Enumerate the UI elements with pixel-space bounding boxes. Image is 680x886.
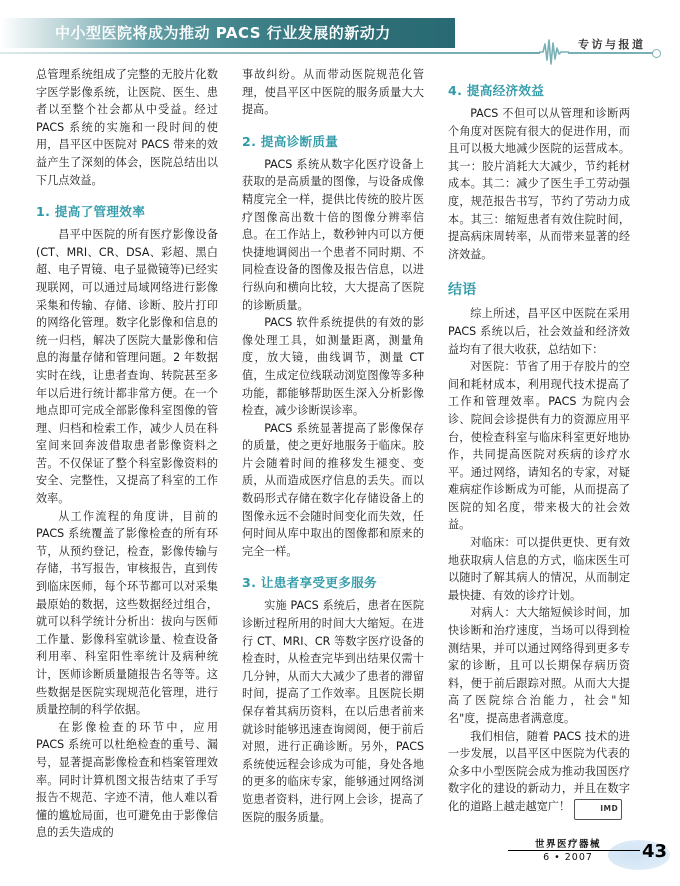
body-paragraph — [242, 156, 424, 314]
section-heading: 2. 提高诊断质量 — [242, 133, 339, 149]
article-column-1 — [36, 66, 218, 840]
paragraph-text: 从工作流程的角度讲，目前的 PACS 系统覆盖了影像检查的所有环节，从预约登记，检查，影像传输与存储，书写报告，审核报告，直到传到临床医师，每个环节都可以对采集最原始的数据，这些数据经过组合，就可以科学统计分析出：拔向与医师工作量、影像科室就诊量、检查设备利用率、科室阳性率统计及病种统计，医师诊断质量随报告名等等。这些数据是医院实现规范化管理，进行质量控制的科学依据。 — [36, 509, 218, 717]
body-paragraph — [448, 358, 630, 534]
section-heading: 1. 提高了管理效率 — [36, 204, 146, 220]
body-paragraph — [448, 728, 630, 820]
paragraph-text: 对临床：可以提供更快、更有效地获取病人信息的方式，临床医生可以随时了解其病人的情况，从而制定最快捷、有效的诊疗计划。 — [448, 536, 630, 602]
body-paragraph — [242, 66, 424, 119]
header-eyebrow: 专访与报道 — [578, 38, 646, 51]
page-header — [0, 18, 680, 51]
body-paragraph — [36, 226, 218, 508]
paragraph-text: 对病人：大大缩短候诊时间，加快诊断和治疗速度，当场可以得到检测结果，并可以通过网络得到更多专家的诊断，且可以长期保存病历资料，便于前后跟踪对照。从而大大提高了医院综合治能力，社会"知名"度，提高患者满意度。 — [448, 606, 630, 725]
paragraph-text: 综上所述，昌平区中医院在采用 PACS 系统以后，社会效益和经济效益均有了很大收获，总结如下： — [448, 307, 630, 356]
paragraph-text: 事故纠纷。从而带动医院规范化管理，使昌平区中医院的服务质量大大提高。 — [242, 68, 424, 117]
paragraph-text: PACS 软件系统提供的有效的影像处理工具，如测量距离，测量角度，放大镜，曲线调节，测量 CT 值，生成定位线联动浏览图像等多种功能，都能够帮助医生深入分析影像检查，减少诊断误诊率。 — [242, 316, 424, 418]
section-heading: 结语 — [448, 282, 477, 299]
body-paragraph — [242, 420, 424, 561]
paragraph-text: PACS 系统显著提高了影像保存的质量，使之更好地服务于临床。胶片会随着时间的推移发生褪变、变质，从而造成医疗信息的丢失。而以数码形式存储在数字化存储设备上的图像永远不会随时间变化而失效，任何时间从库中取出的图像都和原来的完全一样。 — [242, 421, 424, 558]
paragraph-text: 总管理系统组成了完整的无胶片化数字医学影像系统，让医院、医生、患者以至整个社会都从中受益。经过 PACS 系统的实施和一段时间的使用，昌平区中医院对 PACS 带来的效益产生了深刻的体会，医院总结出以下几点效益。 — [36, 68, 218, 187]
body-paragraph — [448, 305, 630, 358]
body-paragraph — [36, 719, 218, 842]
body-paragraph — [448, 534, 630, 604]
paragraph-text: 实施 PACS 系统后，患者在医院诊断过程所用的时间大大缩短。在进行 CT、MRI、CR 等数字医疗设备的检查时，从检查完毕到出结果仅需十几分钟，从而大大减少了患者的滞留时间，提高了工作效率。且医院长期保存着其病历资料，在以后患者前来就诊时能够迅速查询阅阅，便于前后对照，进行正确诊断。另外，PACS 系统使远程会诊成为可能，身处各地的更多的临床专家，能够通过网络浏览患者资料，进行网上会诊，提高了医院的服务质量。 — [242, 599, 424, 824]
paragraph-text: 昌平中医院的所有医疗影像设备 (CT、MRI、CR、DSA、彩超、黑白超、电子胃镜、电子显微镜等)已经实现联网，可以通过局域网络进行影像采集和传输、存储、诊断、胶片打印的网络化管理。数字化影像和信息的统一归档，解决了医院大量影像和信息的海量存储和管理问题。2 年数据实时在线，让患者查询、转院甚至多年以后进行统计都非常方便。在一个地点即可完成全部影像科室图像的管理、归档和检索工作，减少人员在科室间来回奔波借取患者影像资料之苦。不仅保证了整个科室影像资料的安全、完整性，又提高了科室的工作效率。 — [36, 228, 218, 506]
issue-date: 6 • 2007 — [543, 852, 593, 863]
paragraph-text: PACS 系统从数字化医疗设备上获取的是高质量的图像，与设备成像精度完全一样，提供比传统的胶片医疗图像高出数十倍的图像分辨率信息。在工作站上，数秒钟内可以方便快捷地调阅出一个患者不同时期、不同检查设备的图像及报告信息，以进行纵向和横向比较，大大提高了医院的诊断质量。 — [242, 157, 424, 312]
body-paragraph — [448, 105, 630, 263]
page-footer — [0, 836, 680, 886]
paragraph-text: PACS 不但可以从管理和诊断两个角度对医院有很大的促进作用，而且可以极大地减少医院的运营成本。其一：胶片消耗大大减少，节约耗材成本。其二：减少了医生手工劳动强度，规范报告书写，节约了劳动力成本。其三：缩短患者有效住院时间，提高病床周转率，从而带来显著的经济效益。 — [448, 107, 630, 261]
body-paragraph — [36, 66, 218, 189]
body-paragraph — [242, 314, 424, 420]
body-paragraph — [448, 604, 630, 727]
imd-logo-badge: IMD — [574, 799, 622, 820]
article-column-2 — [242, 66, 424, 824]
paragraph-text: 对医院：节省了用于存胶片的空间和耗材成本，利用现代技术提高了工作和管理效率。PACS 为院内会诊、院间会诊提供有力的资源应用平台，使检查科室与临床科室更好地协作，共同提高医院对疾病的诊疗水平。通过网络，请知名的专家，对疑难病症作诊断成为可能，从而提高了医院的知名度，带来极大的社会效益。 — [448, 360, 630, 532]
paragraph-text: 在影像检查的环节中，应用 PACS 系统可以杜绝检查的重号、漏号，显著提高影像检查和档案管理效率。同时计算机图文报告结束了手写报告不规范、字迹不清，他人难以看懂的尴尬局面，也可避免由于影像信息的丢失造成的 — [36, 720, 218, 840]
page-title: 中小型医院将成为推动 PACS 行业发展的新动力 — [55, 24, 391, 42]
paragraph-text: 我们相信，随着 PACS 技术的进一步发展，以昌平区中医院为代表的众多中小型医院会成为推动我国医疗数字化的建设的新动力，并且在数字化的道路上越走越宽广！ — [448, 729, 630, 813]
header-rule-right — [568, 52, 656, 54]
header-end-dot-icon — [652, 49, 661, 58]
article-body — [0, 66, 680, 840]
section-heading: 4. 提高经济效益 — [448, 83, 545, 98]
header-rule-left — [0, 52, 540, 54]
section-heading: 3. 让患者享受更多服务 — [242, 575, 377, 591]
article-column-3 — [448, 66, 630, 824]
page-number: 43 — [642, 841, 668, 862]
body-paragraph — [242, 597, 424, 826]
magazine-name: 世界医疗器械 — [534, 839, 601, 850]
pulse-waveform-icon — [538, 38, 570, 66]
body-paragraph — [36, 508, 218, 719]
